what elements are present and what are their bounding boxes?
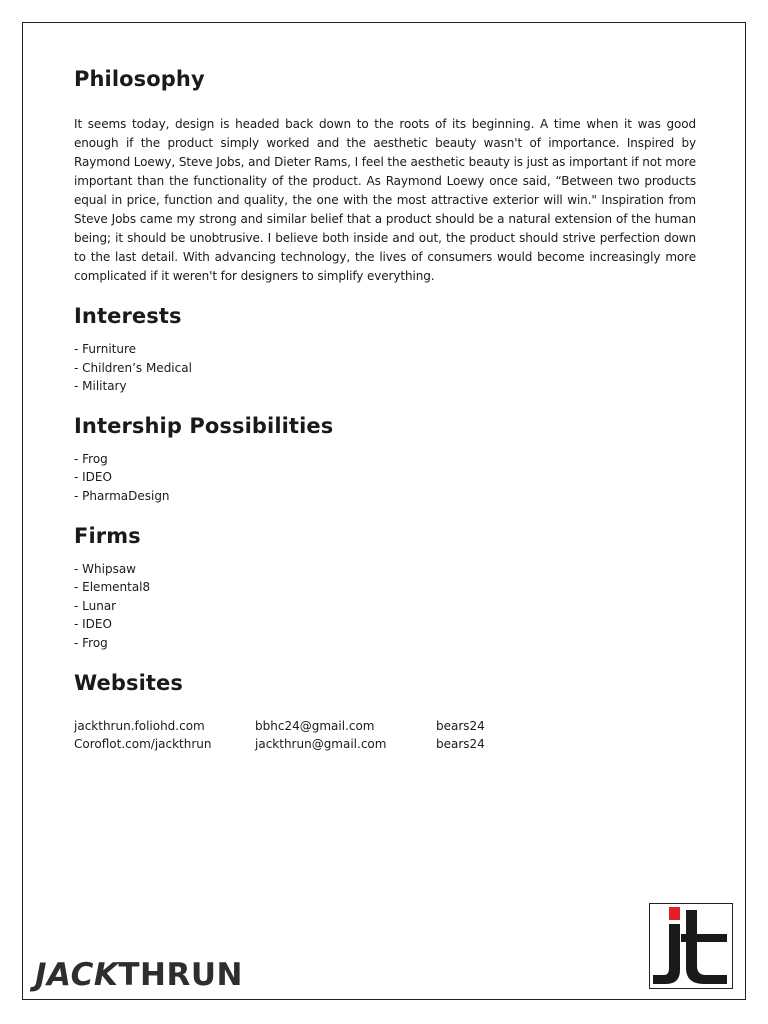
list-item: - Elemental8 [74,580,151,595]
list-item: - Frog [74,451,108,466]
website-email[interactable]: bbhc24@gmail.com [255,718,375,733]
internships-list [74,450,696,506]
internships-heading: Intership Possibilities [74,413,334,438]
interests-heading: Interests [74,304,182,328]
philosophy-text: It seems today, design is headed back down to the roots of its beginning. A time when it was good enough if the product simply worked and the aesthetic beauty wasn't of importance. Inspired by Raymond Loewy, Steve Jobs, and Dieter Rams, I feel the aesthetic beauty is just as important if not more important than the functionality of the product. As Raymond Loewy once said, “Between two products equal in price, function and quality, the one with the most attractive exterior will win." Inspiration from Steve Jobs came my strong and similar belief that a product should be a natural extension of the human being; it should be unobtrusive. I believe both inside and out, the product should strive perfection down to the last detail. With advancing technology, the lives of consumers would become increasingly more complicated if it weren't for designers to simplify everything. [74,117,696,283]
list-item: - Children’s Medical [74,360,192,375]
website-email[interactable]: jackthrun@gmail.com [255,737,387,752]
brand-first: JACK [35,957,119,993]
list-item: - IDEO [74,617,112,632]
logo-t [681,910,727,984]
websites-section [74,671,696,754]
websites-table [74,717,485,754]
firms-section [74,524,696,653]
logo-dot [669,907,680,920]
list-item: - Whipsaw [74,561,136,576]
list-item: - Frog [74,635,108,650]
jt-logo [649,903,733,989]
brand-wordmark [35,957,243,993]
list-item: - IDEO [74,470,112,485]
websites-heading: Websites [74,670,183,695]
website-url[interactable]: jackthrun.foliohd.com [74,718,205,733]
table-row [74,717,485,736]
logo-j [653,924,680,984]
philosophy-heading: Philosophy [74,67,205,91]
website-password: bears24 [436,718,485,733]
website-password: bears24 [436,737,485,752]
table-row [74,735,485,754]
jt-logo-icon [650,904,732,988]
list-item: - Lunar [74,598,117,613]
website-url[interactable]: Coroflot.com/jackthrun [74,737,212,752]
resume-page [22,22,746,1000]
interests-list [74,340,696,396]
internships-section [74,414,696,506]
list-item: - Military [74,379,127,394]
interests-section [74,304,696,396]
firms-list [74,560,696,653]
brand-last: THRUN [118,957,243,993]
page-content [74,67,696,754]
list-item: - Furniture [74,342,137,356]
firms-heading: Firms [74,523,141,548]
list-item: - PharmaDesign [74,488,170,503]
